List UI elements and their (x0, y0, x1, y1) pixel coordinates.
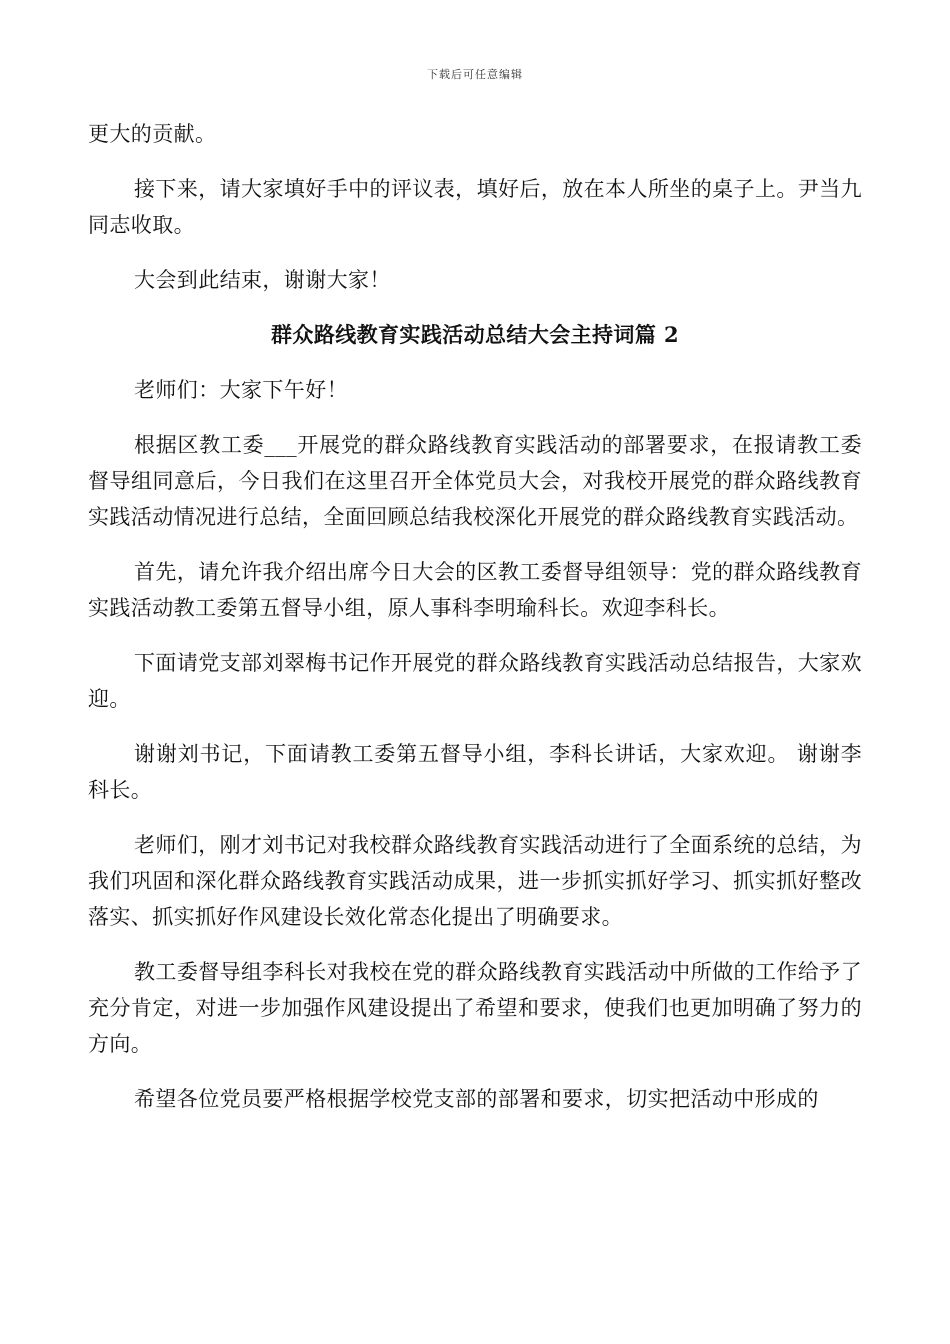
section-title: 群众路线教育实践活动总结大会主持词篇 2 (271, 322, 679, 347)
document-body (88, 116, 862, 1136)
paragraph-continuation: 更大的贡献。 (88, 122, 217, 146)
paragraph: 谢谢刘书记，下面请教工委第五督导小组，李科长讲话，大家欢迎。 谢谢李科长。 (88, 742, 862, 802)
paragraph-greeting: 老师们：大家下午好！ (134, 378, 348, 402)
paragraph: 根据区教工委___开展党的群众路线教育实践活动的部署要求，在报请教工委督导组同意后，今日我们在这里召开全体党员大会，对我校开展党的群众路线教育实践活动情况进行总结，全面回顾总结我校深化开展党的群众路线教育实践活动。 (88, 433, 862, 529)
paragraph: 下面请党支部刘翠梅书记作开展党的群众路线教育实践活动总结报告，大家欢迎。 (88, 651, 862, 711)
paragraph: 老师们，刚才刘书记对我校群众路线教育实践活动进行了全面系统的总结，为我们巩固和深化群众路线教育实践活动成果，进一步抓实抓好学习、抓实抓好整改落实、抓实抓好作风建设长效化常态化提出了明确要求。 (88, 833, 862, 929)
paragraph: 大会到此结束，谢谢大家！ (134, 268, 391, 292)
paragraph: 教工委督导组李科长对我校在党的群众路线教育实践活动中所做的工作给予了充分肯定，对进一步加强作风建设提出了希望和要求，使我们也更加明确了努力的方向。 (88, 960, 862, 1056)
page-header-note: 下载后可任意编辑 (427, 68, 523, 81)
paragraph: 首先，请允许我介绍出席今日大会的区教工委督导组领导：党的群众路线教育实践活动教工委第五督导小组，原人事科李明瑜科长。欢迎李科长。 (88, 560, 862, 620)
paragraph-truncated: 希望各位党员要严格根据学校党支部的部署和要求，切实把活动中形成的 (134, 1087, 819, 1111)
paragraph: 接下来，请大家填好手中的评议表，填好后，放在本人所坐的桌子上。尹当九同志收取。 (88, 177, 862, 237)
